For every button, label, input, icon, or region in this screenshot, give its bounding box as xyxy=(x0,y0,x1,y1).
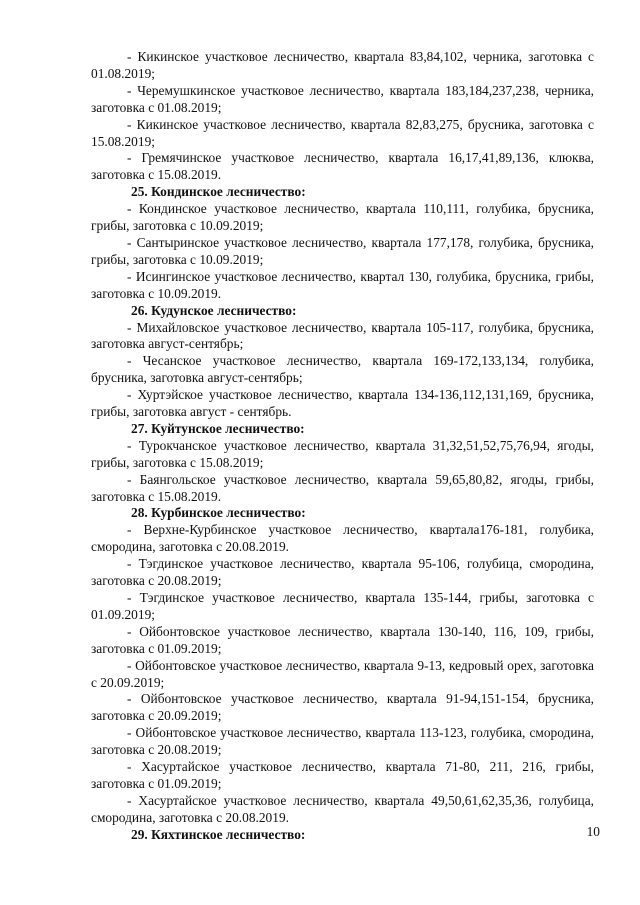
list-item-tegdinskoe-2: - Тэгдинское участковое лесничество, квартала 135-144, грибы, заготовка с 01.09.2019; xyxy=(91,590,594,622)
list-item-bayangolskoe: - Баянгольское участковое лесничество, квартала 59,65,80,82, ягоды, грибы, заготовка с 15.08.2019. xyxy=(91,471,594,504)
list-item-oybontovskoe-1: - Ойбонтовское участковое лесничество, квартала 130-140, 116, 109, грибы, заготовка с 01.09.2019; xyxy=(91,623,594,656)
list-item-mikhaylovskoe: - Михайловское участковое лесничество, квартала 105-117, голубика, брусника, заготовка август-сентябрь; xyxy=(91,319,594,352)
list-item-khasurtayskoe-1: - Хасуртайское участковое лесничество, квартала 71-80, 211, 216, грибы, заготовка с 01.09.2019; xyxy=(91,759,594,791)
section-heading-25: 25. Кондинское лесничество: xyxy=(131,184,306,200)
list-item-tegdinskoe-1: - Тэгдинское участковое лесничество, квартала 95-106, голубица, смородина, заготовка с 20.08.2019; xyxy=(91,556,594,589)
section-heading-26: 26. Кудунское лесничество: xyxy=(131,302,297,318)
list-item-gremyachinskoe: - Гремячинское участковое лесничество, квартала 16,17,41,89,136, клюква, заготовка с 15.08.2019. xyxy=(91,150,594,183)
list-item-kikinskoe-1: - Кикинское участковое лесничество, квартала 83,84,102, черника, заготовка с 01.08.2019; xyxy=(91,49,594,81)
list-item-kondinskoe: - Кондинское участковое лесничество, квартала 110,111, голубика, брусника, грибы, заготовка с 10.09.2019; xyxy=(91,201,594,234)
list-item-oybontovskoe-3: - Ойбонтовское участковое лесничество, квартала 91-94,151-154, брусника, заготовка с 20.09.2019; xyxy=(91,691,594,724)
section-heading-29: 29. Кяхтинское лесничество: xyxy=(131,826,306,842)
list-item-kikinskoe-2: - Кикинское участковое лесничество, квартала 82,83,275, брусника, заготовка с 15.08.2019; xyxy=(91,116,594,149)
section-heading-27: 27. Куйтунское лесничество: xyxy=(131,420,305,436)
list-item-khurteyskoe: - Хуртэйское участковое лесничество, квартала 134-136,112,131,169, брусника, грибы, заготовка август - сентябрь. xyxy=(91,387,594,420)
list-item-turokchanskoe: - Турокчанское участковое лесничество, квартала 31,32,51,52,75,76,94, ягоды, грибы, заготовка с 15.08.2019; xyxy=(91,437,594,470)
list-item-oybontovskoe-2: - Ойбонтовское участковое лесничество, квартала 9-13, кедровый орех, заготовка с 20.09.2019; xyxy=(91,657,594,690)
list-item-chesanskoe: - Чесанское участковое лесничество, квартала 169-172,133,134, голубика, брусника, заготовка август-сентябрь; xyxy=(91,353,594,386)
list-item-cheremushkinskoe: - Черемушкинское участковое лесничество, квартала 183,184,237,238, черника, заготовка с 01.08.2019; xyxy=(91,82,594,115)
page-number: 10 xyxy=(586,824,600,839)
list-item-oybontovskoe-4: - Ойбонтовское участковое лесничество, квартала 113-123, голубика, смородина, заготовка с 20.08.2019; xyxy=(91,725,594,758)
document-body xyxy=(91,49,594,844)
list-item-isinginskoe: - Исингинское участковое лесничество, квартал 130, голубика, брусника, грибы, заготовка с 10.09.2019. xyxy=(91,268,594,301)
list-item-khasurtayskoe-2: - Хасуртайское участковое лесничество, квартала 49,50,61,62,35,36, голубица, смородина, заготовка с 20.08.2019. xyxy=(91,792,594,825)
list-item-verkhne-kurbinskoe: - Верхне-Курбинское участковое лесничество, квартала176-181, голубика, смородина, заготовка с 20.08.2019. xyxy=(91,522,594,555)
section-heading-28: 28. Курбинское лесничество: xyxy=(131,505,306,521)
list-item-santyrinskoe: - Сантыринское участковое лесничество, квартала 177,178, голубика, брусника, грибы, заготовка с 10.09.2019; xyxy=(91,234,594,267)
